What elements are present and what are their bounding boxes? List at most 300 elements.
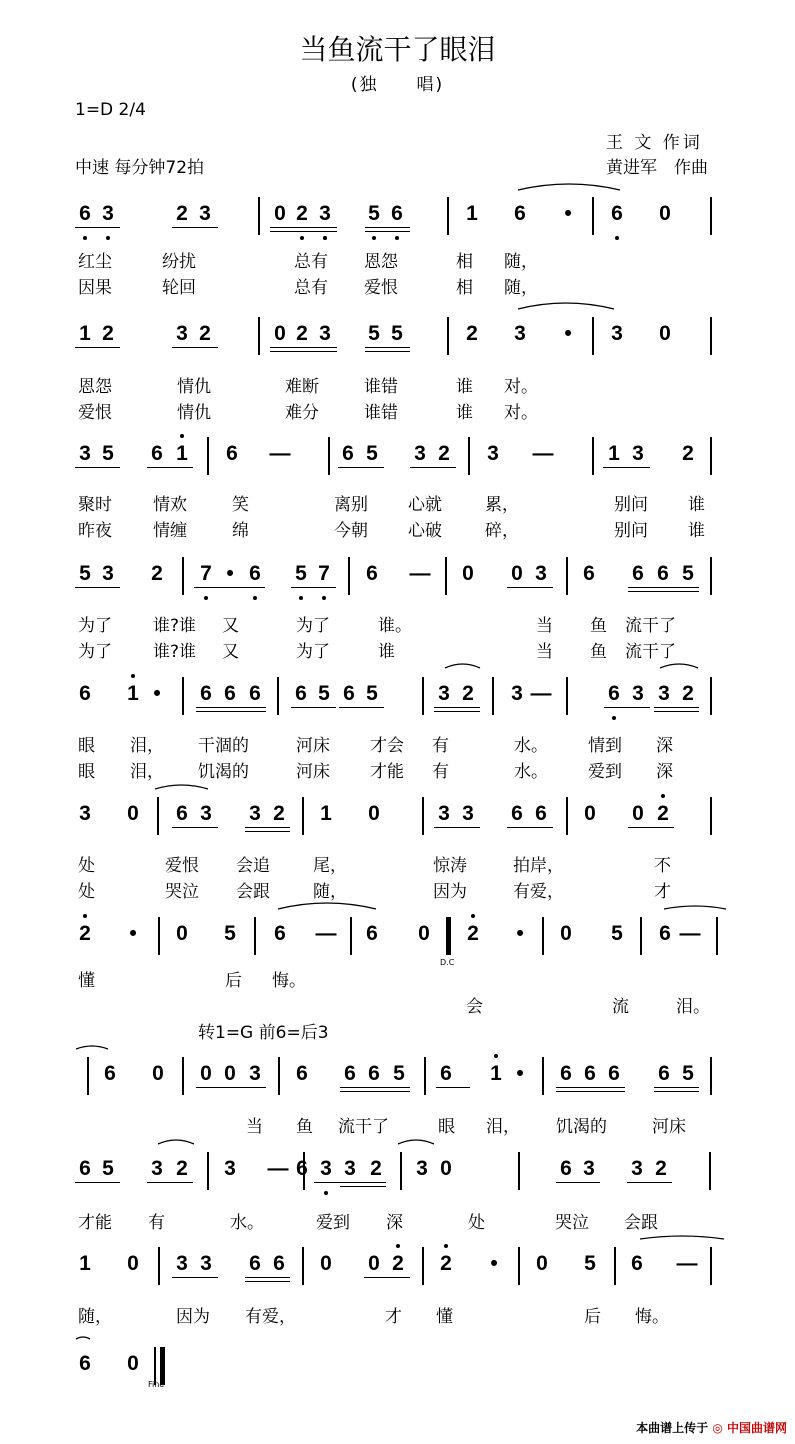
note: 7: [318, 562, 330, 585]
note: 3: [176, 1252, 188, 1275]
sustain-dash: —: [532, 442, 554, 465]
lyric-syllable: 谁: [688, 495, 705, 515]
beam-underline: [338, 467, 384, 468]
lyric-syllable: 鱼: [590, 642, 607, 662]
low-octave-dot: [612, 716, 616, 720]
beam-underline: [507, 827, 553, 828]
lyric-syllable: 情缠: [153, 521, 187, 541]
high-octave-dot: [180, 434, 184, 438]
score-system: [0, 1057, 795, 1101]
note: 3: [249, 1062, 261, 1085]
beam-underline: [340, 1087, 410, 1088]
lyric-syllable: 哭泣: [165, 882, 199, 902]
lyric-syllable: 因为: [433, 882, 467, 902]
lyric-syllable: 谁: [378, 642, 395, 662]
tie-slur: [278, 903, 376, 909]
lyric-syllable: 当: [536, 642, 553, 662]
score-system: [0, 917, 795, 961]
note: 6: [342, 442, 354, 465]
beam-underline: [172, 227, 218, 228]
note: 6: [584, 1062, 596, 1085]
note: 0: [176, 922, 188, 945]
beam-underline: [194, 587, 265, 588]
lyric-syllable: 谁。: [378, 616, 412, 636]
barline: [710, 677, 712, 715]
note: 3: [658, 682, 670, 705]
low-octave-dot: [299, 596, 303, 600]
lyric-syllable: 碎，: [485, 521, 519, 541]
lyric-syllable: 鱼: [590, 616, 607, 636]
lyric-syllable: 聚时: [78, 495, 112, 515]
note: 3: [79, 802, 91, 825]
note: 6: [249, 562, 261, 585]
sustain-dash: —: [676, 1252, 698, 1275]
note: 6: [296, 1062, 308, 1085]
note: 2: [176, 1157, 188, 1180]
note: 3: [438, 682, 450, 705]
lyric-syllable: 泪，: [130, 762, 164, 782]
lyric-syllable: 干涸的: [198, 736, 249, 756]
note: 0: [152, 1062, 164, 1085]
lyric-syllable: 随，: [504, 252, 538, 272]
note: 6: [511, 802, 523, 825]
barline: [640, 917, 642, 955]
lyric-syllable: 会跟: [624, 1213, 658, 1233]
dc-mark: D.C: [440, 958, 455, 967]
note: 2: [296, 322, 308, 345]
lyric-syllable: 爱恨: [364, 278, 398, 298]
beam-underline: [147, 467, 193, 468]
note: 3: [632, 442, 644, 465]
beam-underline: [75, 227, 120, 228]
note: 6: [440, 1062, 452, 1085]
lyric-syllable: 恩怨: [78, 377, 112, 397]
lyric-syllable: 总有: [294, 278, 328, 298]
note: 1: [79, 322, 91, 345]
lyric-syllable: 泪。: [676, 997, 710, 1017]
beam-underline: [507, 587, 553, 588]
note: 7: [200, 562, 212, 585]
beam-underline: [628, 587, 699, 588]
low-octave-dot: [300, 236, 304, 240]
beam-underline: [434, 707, 480, 708]
beam-underline: [340, 1182, 386, 1183]
tie-slur: [76, 1337, 90, 1339]
beam-underline: [270, 227, 337, 228]
score-system: [0, 1152, 795, 1196]
low-octave-dot: [372, 236, 376, 240]
low-octave-dot: [324, 1191, 328, 1195]
barline: [710, 437, 712, 475]
lyric-syllable: 有爱，: [513, 882, 564, 902]
beam-underline: [604, 707, 650, 708]
score-system: [0, 797, 795, 841]
sustain-dash: —: [269, 442, 291, 465]
lyric-syllable: 谁错: [364, 403, 398, 423]
note: 3: [102, 562, 114, 585]
barline: [592, 437, 594, 475]
low-octave-dot: [83, 236, 87, 240]
tie-slur: [640, 1236, 724, 1239]
lyric-syllable: 爱到: [316, 1213, 350, 1233]
beam-underline: [654, 707, 699, 708]
lyric-syllable: 会: [466, 997, 483, 1017]
barline: [592, 197, 594, 235]
sustain-dash: —: [315, 922, 337, 945]
barline: [258, 197, 260, 235]
lyric-syllable: 深: [656, 762, 673, 782]
lyric-syllable: 当: [536, 616, 553, 636]
beam-underline: [172, 827, 218, 828]
note: 5: [318, 682, 330, 705]
lyric-syllable: 拍岸，: [513, 856, 564, 876]
beam-underline: [556, 1087, 625, 1088]
lyric-syllable: 河床: [296, 736, 330, 756]
note: 2: [370, 1157, 382, 1180]
note: 2: [682, 682, 694, 705]
beam-underline: [339, 707, 384, 708]
note: 3: [344, 1157, 356, 1180]
lyric-syllable: 悔。: [272, 971, 306, 991]
lyric-syllable: 随，: [313, 882, 347, 902]
lyric-syllable: 爱到: [588, 762, 622, 782]
lyric-syllable: 谁错: [364, 377, 398, 397]
beam-underline: [270, 347, 337, 348]
lyric-syllable: 水。: [514, 762, 548, 782]
note: 0: [659, 202, 671, 225]
note: 6: [344, 1062, 356, 1085]
lyric-syllable: 纷扰: [162, 252, 196, 272]
beam-underline: [196, 1087, 266, 1088]
barline: [182, 677, 184, 715]
note: 2: [392, 1252, 404, 1275]
barline: [542, 1057, 544, 1095]
note: 0: [584, 802, 596, 825]
note: 1: [608, 442, 620, 465]
tie-slur: [76, 1046, 108, 1049]
low-octave-dot: [106, 236, 110, 240]
barline: [158, 917, 160, 955]
lyric-syllable: 流: [612, 997, 629, 1017]
lyric-syllable: 心破: [408, 521, 442, 541]
barline: [542, 917, 544, 955]
lyric-syllable: 流干了: [625, 642, 676, 662]
low-octave-dot: [322, 596, 326, 600]
barline: [710, 197, 712, 235]
lyric-syllable: 河床: [296, 762, 330, 782]
beam-underline: [147, 1182, 193, 1183]
page-title: 当鱼流干了眼泪: [299, 33, 496, 66]
beam-underline: [628, 827, 674, 828]
beam-underline: [270, 231, 337, 232]
lyric-syllable: 笑: [232, 495, 249, 515]
barline: [422, 797, 424, 835]
note: 2: [438, 442, 450, 465]
score-system: [0, 1347, 795, 1391]
note: 3: [511, 682, 523, 705]
barline: [710, 317, 712, 355]
note: 1: [320, 802, 332, 825]
barline: [348, 557, 350, 595]
note: 6: [343, 682, 355, 705]
note: 6: [657, 562, 669, 585]
note: 2: [273, 802, 285, 825]
note: 3: [611, 322, 623, 345]
lyric-syllable: 饥渴的: [556, 1117, 607, 1137]
note: 2: [682, 442, 694, 465]
note: 2: [467, 922, 479, 945]
barline: [710, 1057, 712, 1095]
beam-underline: [196, 707, 266, 708]
lyric-syllable: 对。: [504, 403, 538, 423]
barline: [400, 1152, 402, 1190]
lyric-syllable: 懂: [78, 971, 95, 991]
lyric-syllable: 惊涛: [433, 856, 467, 876]
lyric-syllable: 相: [456, 278, 473, 298]
note: 6: [366, 562, 378, 585]
lyric-syllable: 爱恨: [165, 856, 199, 876]
note: 6: [104, 1062, 116, 1085]
beam-underline: [291, 707, 336, 708]
barline: [468, 437, 470, 475]
augmentation-dot: •: [490, 1252, 498, 1275]
modulation-note: 转1=G 前6=后3: [198, 1023, 329, 1043]
barline: [445, 557, 447, 595]
lyric-syllable: 心就: [408, 495, 442, 515]
beam-underline: [365, 231, 410, 232]
tie-slur: [664, 906, 726, 909]
footer: [636, 1419, 787, 1436]
note: 0: [560, 922, 572, 945]
lyric-syllable: 有: [432, 736, 449, 756]
lyric-syllable: 别问: [614, 521, 648, 541]
barline: [518, 1152, 520, 1190]
barline: [157, 797, 159, 835]
tie-slur: [445, 664, 480, 668]
beam-underline: [245, 1277, 290, 1278]
note: 6: [226, 442, 238, 465]
lyric-syllable: 今朝: [334, 521, 368, 541]
augmentation-dot: •: [153, 682, 161, 705]
high-octave-dot: [131, 674, 135, 678]
note: 6: [659, 922, 671, 945]
note: 5: [366, 682, 378, 705]
note: 6: [632, 562, 644, 585]
note: 0: [274, 322, 286, 345]
lyric-syllable: 才: [385, 1307, 402, 1327]
barline: [350, 917, 352, 955]
lyric-syllable: 泪，: [486, 1117, 520, 1137]
barline: [614, 1247, 616, 1285]
augmentation-dot: •: [564, 322, 572, 345]
lyric-syllable: 爱恨: [78, 403, 112, 423]
note: 5: [391, 322, 403, 345]
lyric-syllable: 情仇: [177, 377, 211, 397]
note: 3: [224, 1157, 236, 1180]
note: 0: [127, 1352, 139, 1375]
lyric-syllable: 后: [225, 971, 242, 991]
footer-logo-icon: ◎: [712, 1421, 723, 1435]
score-system: [0, 557, 795, 601]
lyric-syllable: 为了: [296, 616, 330, 636]
beam-underline: [410, 467, 456, 468]
barline: [716, 917, 718, 955]
beam-underline: [627, 1182, 672, 1183]
tie-slur: [660, 664, 698, 668]
note: 2: [296, 202, 308, 225]
beam-underline: [75, 587, 120, 588]
lyric-syllable: 饥渴的: [198, 762, 249, 782]
beam-underline: [654, 1091, 699, 1092]
note: 3: [249, 802, 261, 825]
beam-underline: [434, 827, 480, 828]
beam-underline: [291, 587, 336, 588]
note: 0: [320, 1252, 332, 1275]
note: 3: [416, 1157, 428, 1180]
note: 6: [224, 682, 236, 705]
barline: [492, 677, 494, 715]
lyric-syllable: 深: [656, 736, 673, 756]
barline: [303, 1152, 305, 1190]
note: 0: [462, 562, 474, 585]
tie-slur: [518, 184, 620, 190]
note: 6: [151, 442, 163, 465]
beam-underline: [340, 1091, 410, 1092]
note: 6: [249, 682, 261, 705]
note: 3: [414, 442, 426, 465]
sustain-dash: —: [530, 682, 552, 705]
note: 3: [535, 562, 547, 585]
beam-underline: [556, 1182, 600, 1183]
barline: [710, 797, 712, 835]
note: 0: [536, 1252, 548, 1275]
lyric-syllable: 轮回: [162, 278, 196, 298]
lyric-syllable: 有爱，: [245, 1307, 296, 1327]
note: 6: [295, 682, 307, 705]
beam-underline: [365, 227, 410, 228]
augmentation-dot: •: [516, 1062, 524, 1085]
note: 6: [658, 1062, 670, 1085]
note: 6: [79, 1157, 91, 1180]
beam-underline: [364, 1277, 410, 1278]
barline: [258, 317, 260, 355]
lyric-syllable: 才能: [78, 1213, 112, 1233]
beam-underline: [75, 347, 120, 348]
lyric-syllable: 河床: [652, 1117, 686, 1137]
note: 0: [440, 1157, 452, 1180]
high-octave-dot: [494, 1054, 498, 1058]
note: 3: [151, 1157, 163, 1180]
high-octave-dot: [661, 794, 665, 798]
lyric-syllable: 鱼: [296, 1117, 313, 1137]
note: 1: [127, 682, 139, 705]
augmentation-dot: •: [226, 562, 234, 585]
beam-underline: [245, 827, 290, 828]
beam-underline: [172, 1277, 218, 1278]
barline: [566, 797, 568, 835]
lyric-syllable: 流干了: [625, 616, 676, 636]
barline: [447, 317, 449, 355]
note: 2: [199, 322, 211, 345]
note: 5: [368, 322, 380, 345]
barline: [254, 917, 256, 955]
lyric-syllable: 别问: [614, 495, 648, 515]
note: 5: [224, 922, 236, 945]
augmentation-dot: •: [564, 202, 572, 225]
note: 6: [79, 1352, 91, 1375]
note: 0: [224, 1062, 236, 1085]
lyric-syllable: 谁: [456, 377, 473, 397]
barline: [566, 677, 568, 715]
augmentation-dot: •: [129, 922, 137, 945]
note: 0: [368, 1252, 380, 1275]
note: 0: [418, 922, 430, 945]
beam-underline: [365, 347, 410, 348]
beam-underline: [340, 1186, 386, 1187]
note: 1: [79, 1252, 91, 1275]
double-barline: [446, 917, 451, 955]
beam-underline: [245, 831, 290, 832]
lyric-syllable: 有: [148, 1213, 165, 1233]
lyric-syllable: 会追: [236, 856, 270, 876]
beam-underline: [75, 1182, 120, 1183]
note: 0: [511, 562, 523, 585]
lyric-syllable: 难分: [285, 403, 319, 423]
beam-underline: [434, 711, 480, 712]
note: 0: [127, 802, 139, 825]
note: 3: [632, 682, 644, 705]
composer: 黄进军 作曲: [606, 158, 708, 178]
note: 0: [274, 202, 286, 225]
footer-site: 中国曲谱网: [726, 1421, 787, 1435]
note: 3: [320, 1157, 332, 1180]
note: 6: [608, 682, 620, 705]
lyric-syllable: 才: [654, 882, 671, 902]
note: 6: [200, 682, 212, 705]
barline: [422, 1247, 424, 1285]
note: 3: [79, 442, 91, 465]
note: 6: [273, 1252, 285, 1275]
barline: [87, 1057, 89, 1095]
note: 3: [200, 1252, 212, 1275]
lyric-syllable: 难断: [285, 377, 319, 397]
lyric-syllable: 眼: [78, 762, 95, 782]
lyric-syllable: 才能: [370, 762, 404, 782]
score-system: [0, 437, 795, 481]
beam-underline: [556, 1091, 625, 1092]
lyric-syllable: 又: [222, 616, 239, 636]
lyric-syllable: 恩怨: [364, 252, 398, 272]
high-octave-dot: [444, 1244, 448, 1248]
note: 2: [440, 1252, 452, 1275]
note: 3: [102, 202, 114, 225]
high-octave-dot: [83, 914, 87, 918]
lyric-syllable: 水。: [230, 1213, 264, 1233]
note: 5: [366, 442, 378, 465]
tie-slur: [518, 303, 614, 309]
lyric-syllable: 当: [246, 1117, 263, 1137]
barline: [277, 677, 279, 715]
note: 5: [102, 442, 114, 465]
augmentation-dot: •: [516, 922, 524, 945]
note: 6: [608, 1062, 620, 1085]
note: 6: [535, 802, 547, 825]
note: 3: [319, 322, 331, 345]
lyric-syllable: 为了: [78, 616, 112, 636]
beam-underline: [270, 351, 337, 352]
barline: [207, 437, 209, 475]
high-octave-dot: [471, 914, 475, 918]
